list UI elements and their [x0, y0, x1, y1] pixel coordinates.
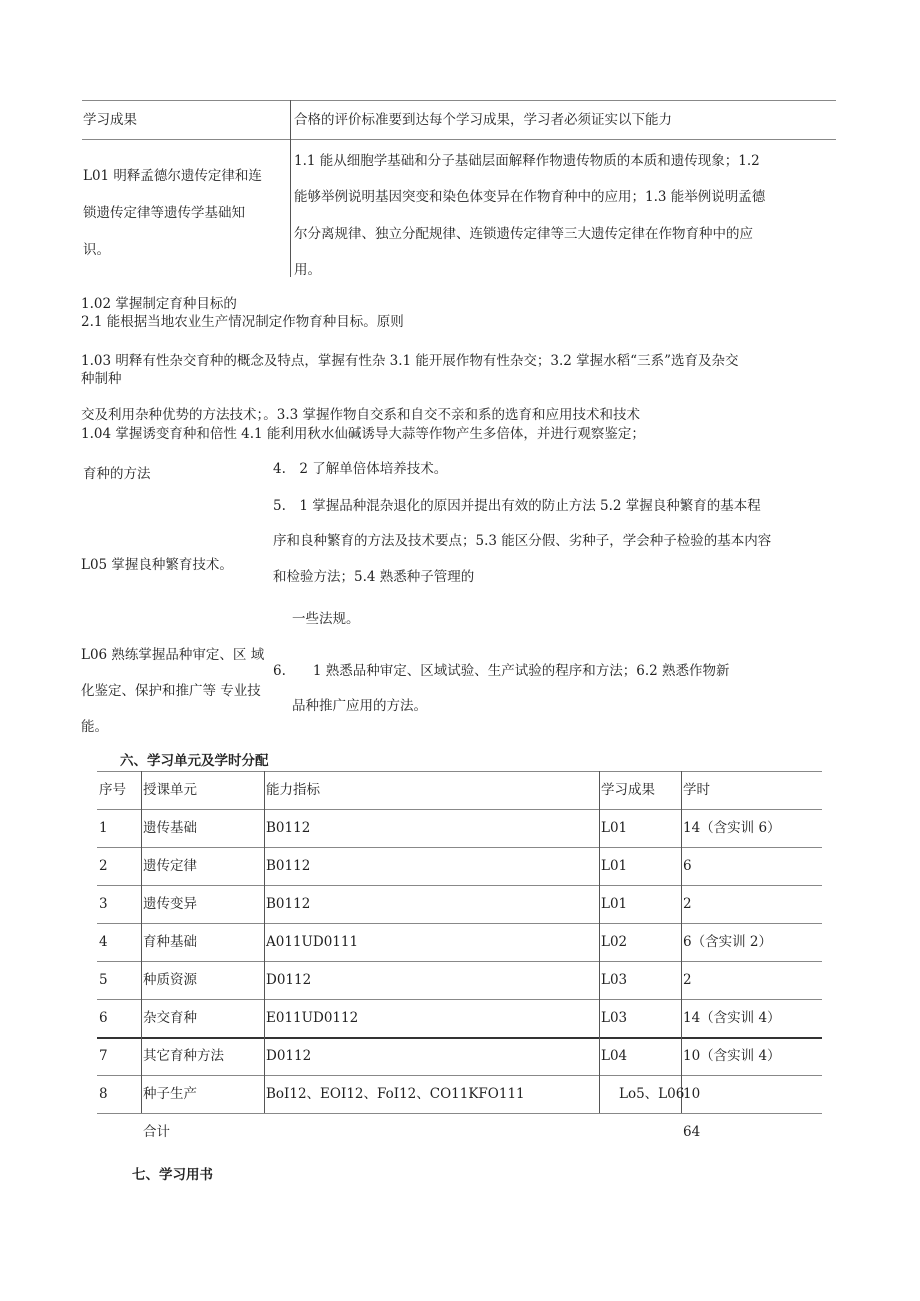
cell-outcome: L04: [601, 1048, 628, 1064]
text-line: 化鉴定、保护和推广等 专业技: [81, 683, 261, 699]
cell-unit: 遗传基础: [143, 820, 197, 836]
cell-ability: BoI12、EOI12、FoI12、CO11KFO111: [266, 1086, 525, 1102]
cell-hours: 6（含实训 2）: [683, 934, 772, 950]
cell-outcome: L03: [601, 1010, 628, 1026]
column-divider: [290, 140, 291, 277]
table-rule: [97, 923, 822, 924]
lo1-criteria: 能够举例说明基因突变和染色体变异在作物育种中的应用；1.3 能举例说明孟德: [294, 189, 766, 205]
cell-unit: 合计: [143, 1124, 170, 1140]
cell-hours: 10: [683, 1086, 701, 1102]
text-line: L05 掌握良种繁育技术。: [81, 557, 233, 573]
lo1-text: L01 明释孟德尔遗传定律和连: [83, 168, 262, 184]
column-divider: [290, 100, 291, 140]
cell-hours: 6: [683, 858, 692, 874]
cell-seq: 6: [99, 1010, 108, 1026]
table-rule: [97, 1075, 822, 1076]
cell-hours: 10（含实训 4）: [683, 1048, 781, 1064]
table-rule: [97, 885, 822, 886]
header-criteria: 合格的评价标准要到达每个学习成果，学习者必须证实以下能力: [294, 112, 672, 128]
cell-unit: 遗传定律: [143, 858, 197, 874]
header-hours: 学时: [683, 782, 710, 798]
lo1-criteria: 尔分离规律、独立分配规律、连锁遗传定律等三大遗传定律在作物育种中的应: [294, 226, 753, 242]
lo1-text: 锁遗传定律等遗传学基础知: [83, 205, 245, 221]
table-rule: [82, 139, 836, 140]
section-7-title: 七、学习用书: [132, 1167, 213, 1183]
text-line: 育种的方法: [83, 466, 151, 482]
table-rule: [97, 999, 822, 1000]
lo1-criteria: 用。: [294, 262, 321, 278]
cell-unit: 种子生产: [143, 1086, 197, 1102]
cell-seq: 3: [99, 896, 108, 912]
cell-hours: 14（含实训 4）: [683, 1010, 781, 1026]
column-divider: [681, 771, 682, 1113]
header-ability: 能力指标: [266, 782, 320, 798]
cell-ability: B0112: [266, 820, 311, 836]
cell-outcome: L01: [601, 896, 628, 912]
cell-seq: 7: [99, 1048, 108, 1064]
text-line: 2.1 能根据当地农业生产情况制定作物育种目标。原则: [81, 314, 404, 330]
cell-hours: 2: [683, 896, 692, 912]
section-6-title: 六、学习单元及学时分配: [120, 753, 269, 769]
cell-seq: 4: [99, 934, 108, 950]
lo1-criteria: 1.1 能从细胞学基础和分子基础层面解释作物遗传物质的本质和遗传现象；1.2: [294, 153, 760, 169]
table-rule: [97, 961, 822, 962]
column-divider: [599, 771, 600, 1113]
text-line: 1.02 掌握制定育种目标的: [81, 296, 237, 312]
text-line: 和检验方法；5.4 熟悉种子管理的: [273, 569, 475, 585]
header-unit: 授课单元: [143, 782, 197, 798]
text-line: 交及利用杂种优势的方法技术；。3.3 掌握作物自交系和自交不亲和系的选育和应用技术和技术: [81, 407, 641, 423]
table-rule: [97, 847, 822, 848]
cell-hours: 14（含实训 6）: [683, 820, 781, 836]
table-rule: [97, 809, 822, 810]
text-line: 1.03 明释有性杂交育种的概念及特点，掌握有性杂 3.1 能开展作物有性杂交；3.2 掌握水稻“三系”选育及杂交: [81, 353, 739, 369]
lo1-text: 识。: [83, 242, 110, 258]
cell-unit: 种质资源: [143, 972, 197, 988]
cell-seq: 1: [99, 820, 108, 836]
cell-outcome: L01: [601, 858, 628, 874]
cell-seq: 5: [99, 972, 108, 988]
column-divider: [141, 771, 142, 1113]
table-rule: [82, 100, 836, 101]
text-line: L06 熟练掌握品种审定、区 域: [81, 647, 265, 663]
cell-unit: 其它育种方法: [143, 1048, 224, 1064]
cell-outcome: Lo5、L06: [619, 1086, 685, 1102]
cell-unit: 育种基础: [143, 934, 197, 950]
text-line: 1.04 掌握诱变育种和倍性 4.1 能利用秋水仙碱诱导大蒜等作物产生多倍体，并进行观察鉴定；: [81, 426, 645, 442]
text-line: 品种推广应用的方法。: [292, 698, 427, 714]
cell-ability: A011UD0111: [266, 934, 359, 950]
text-line: 5. 1 掌握品种混杂退化的原因并提出有效的防止方法 5.2 掌握良种繁育的基本程: [273, 498, 761, 514]
text-line: 序和良种繁育的方法及技术要点；5.3 能区分假、劣种子，学会种子检验的基本内容: [273, 533, 772, 549]
header-seq: 序号: [99, 782, 126, 798]
text-line: 能。: [81, 719, 108, 735]
header-learning-outcome: 学习成果: [83, 112, 137, 128]
cell-outcome: L03: [601, 972, 628, 988]
cell-ability: E011UD0112: [266, 1010, 359, 1026]
header-outcome: 学习成果: [601, 782, 655, 798]
cell-hours: 64: [683, 1124, 701, 1140]
table-rule: [97, 1113, 822, 1114]
cell-ability: D0112: [266, 1048, 312, 1064]
cell-ability: B0112: [266, 896, 311, 912]
table-rule: [97, 1037, 822, 1039]
table-rule: [97, 771, 822, 772]
text-line: 6. 1 熟悉品种审定、区域试验、生产试验的程序和方法；6.2 熟悉作物新: [273, 663, 730, 679]
cell-seq: 2: [99, 858, 108, 874]
cell-outcome: L02: [601, 934, 628, 950]
cell-ability: D0112: [266, 972, 312, 988]
cell-unit: 杂交育种: [143, 1010, 197, 1026]
cell-seq: 8: [99, 1086, 108, 1102]
cell-unit: 遗传变异: [143, 896, 197, 912]
text-line: 一些法规。: [292, 611, 360, 627]
cell-ability: B0112: [266, 858, 311, 874]
text-line: 种制种: [81, 371, 122, 387]
cell-hours: 2: [683, 972, 692, 988]
cell-outcome: L01: [601, 820, 628, 836]
column-divider: [264, 771, 265, 1113]
text-line: 4. 2 了解单倍体培养技术。: [273, 461, 448, 477]
